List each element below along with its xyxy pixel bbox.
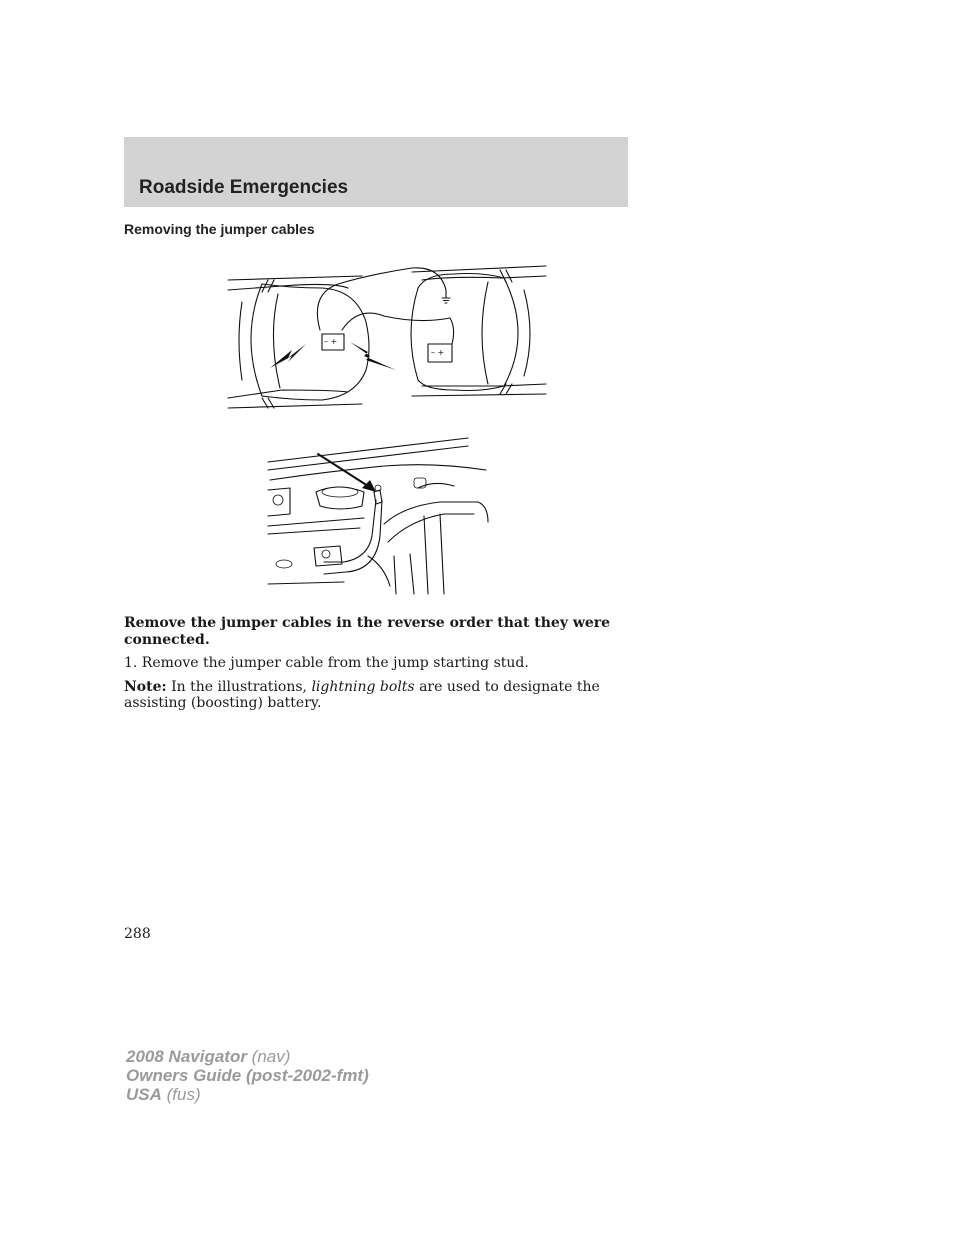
note-emphasis: lightning bolts — [311, 679, 415, 695]
subheading: Removing the jumper cables — [124, 221, 315, 237]
right-vehicle — [411, 266, 546, 396]
arrow-pointer-icon — [318, 454, 376, 492]
jump-starting-stud — [374, 485, 382, 504]
lightning-bolt-icon — [270, 344, 306, 368]
svg-text:– +: – + — [324, 337, 338, 346]
step-1-text: 1. Remove the jumper cable from the jump starting stud. — [124, 655, 529, 671]
left-vehicle — [228, 276, 369, 408]
note-text-after: are used to designate the assisting (boosting) battery. — [124, 679, 600, 711]
note-text-before: In the illustrations, — [166, 679, 312, 695]
jumper-cable-positive — [342, 313, 454, 344]
document-footer — [126, 1047, 369, 1104]
note-paragraph — [124, 679, 614, 711]
footer-line-2: Owners Guide (post-2002-fmt) — [126, 1066, 369, 1085]
battery-left — [322, 334, 344, 350]
footer-line-3: USA (fus) — [126, 1085, 201, 1104]
jumper-cables-vehicles-illustration — [222, 258, 552, 420]
footer-line-1: 2008 Navigator (nav) — [126, 1047, 291, 1066]
page-number: 288 — [124, 926, 151, 942]
lightning-bolt-icon-2 — [350, 342, 396, 370]
reverse-order-instruction: Remove the jumper cables in the reverse order that they were connected. — [124, 615, 611, 648]
ground-stud-icon — [442, 290, 450, 303]
svg-text:– +: – + — [431, 348, 445, 357]
battery-right — [428, 344, 452, 362]
note-label: Note: — [124, 679, 167, 695]
engine-compartment-illustration — [264, 436, 494, 596]
section-title: Roadside Emergencies — [139, 177, 349, 198]
